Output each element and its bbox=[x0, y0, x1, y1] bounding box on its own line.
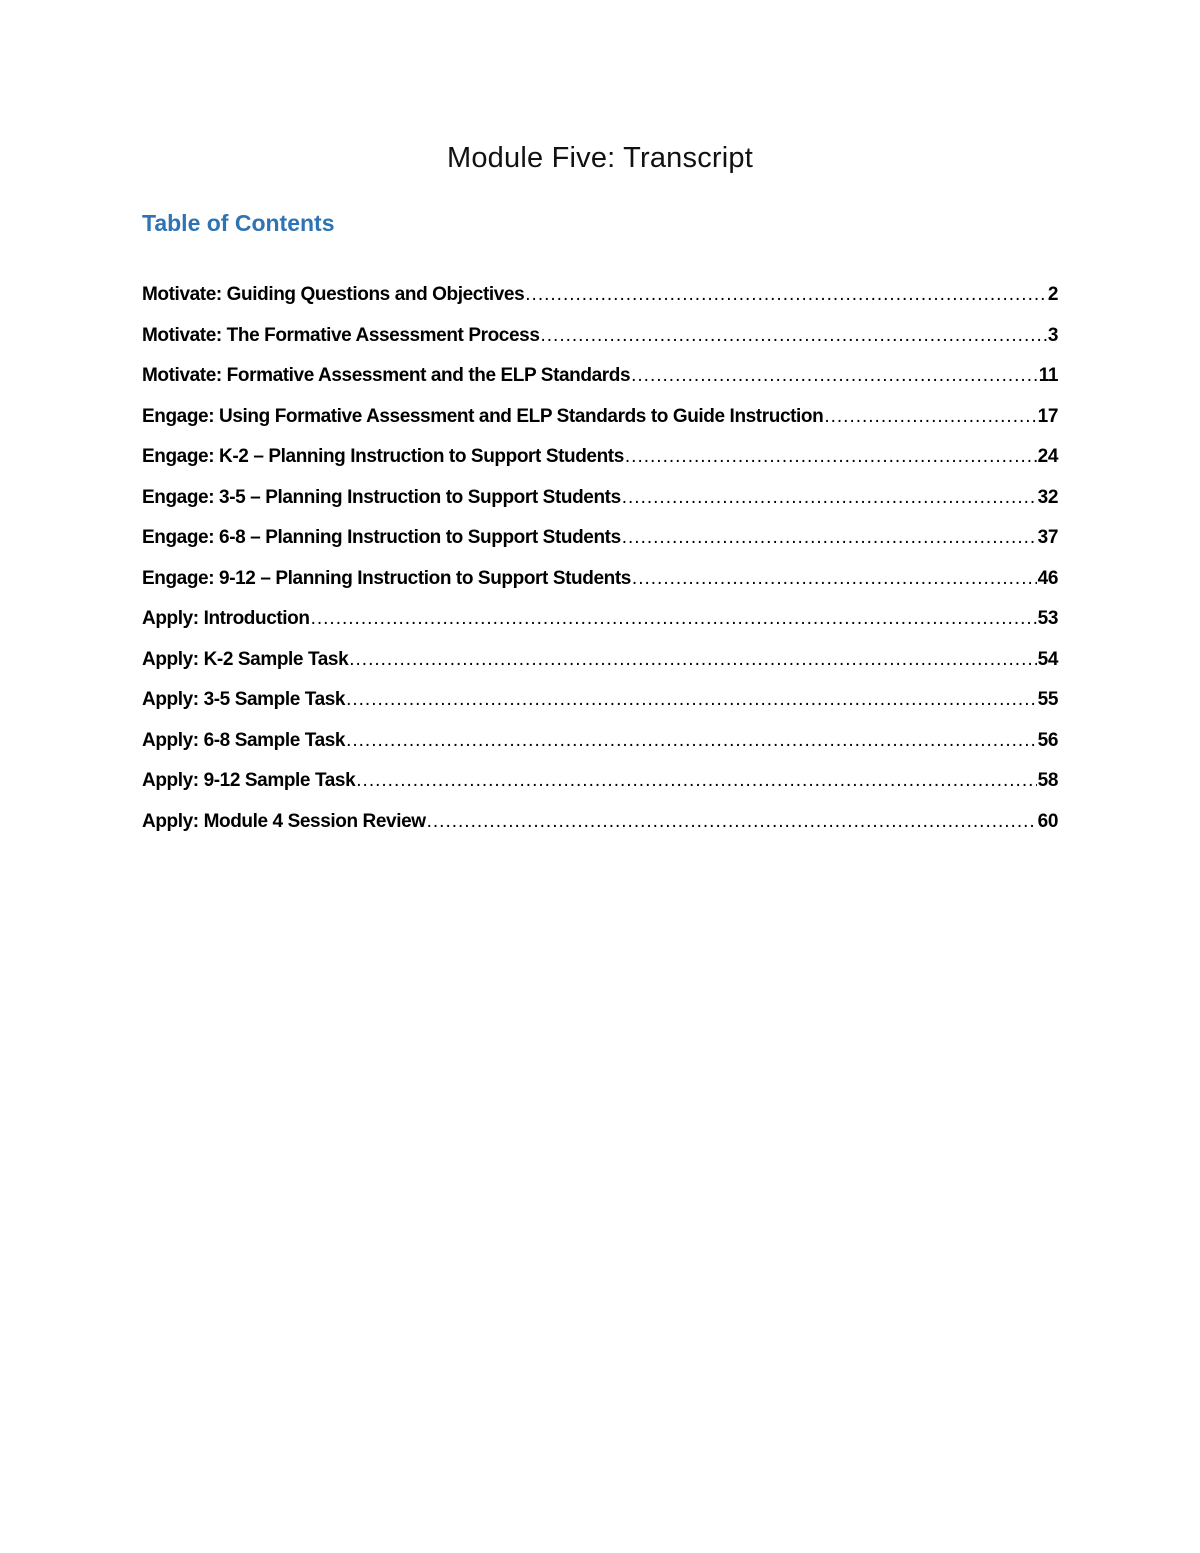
toc-dot-leader bbox=[346, 689, 1037, 711]
toc-entry-page: 53 bbox=[1037, 608, 1058, 629]
toc-entry-page: 3 bbox=[1047, 324, 1058, 346]
toc-dot-leader bbox=[349, 649, 1036, 671]
toc-entry[interactable] bbox=[142, 730, 1058, 771]
toc-entry-page: 37 bbox=[1037, 527, 1058, 548]
toc-entry-page: 46 bbox=[1037, 567, 1058, 589]
toc-entry[interactable] bbox=[142, 406, 1058, 447]
toc-entry-label: Engage: Using Formative Assessment and ELP Standards to Guide Instruction bbox=[142, 405, 824, 427]
toc-dot-leader bbox=[632, 568, 1037, 590]
toc-entry-page: 11 bbox=[1038, 365, 1058, 386]
toc-dot-leader bbox=[427, 811, 1037, 833]
toc-entry-page: 24 bbox=[1037, 446, 1058, 467]
toc-dot-leader bbox=[525, 284, 1047, 306]
toc-entry[interactable] bbox=[142, 527, 1058, 568]
toc-entry-page: 56 bbox=[1037, 729, 1058, 751]
toc-entry-page: 17 bbox=[1037, 405, 1058, 427]
table-of-contents bbox=[142, 284, 1058, 851]
toc-entry[interactable] bbox=[142, 487, 1058, 528]
toc-entry[interactable] bbox=[142, 365, 1058, 406]
toc-entry[interactable] bbox=[142, 689, 1058, 730]
toc-entry[interactable] bbox=[142, 608, 1058, 649]
toc-entry-label: Engage: 3-5 – Planning Instruction to Support Students bbox=[142, 486, 621, 508]
toc-entry-page: 54 bbox=[1037, 648, 1058, 670]
toc-dot-leader bbox=[356, 770, 1036, 792]
toc-entry-label: Motivate: The Formative Assessment Process bbox=[142, 324, 540, 346]
toc-entry[interactable] bbox=[142, 325, 1058, 366]
toc-dot-leader bbox=[311, 608, 1037, 630]
toc-entry-label: Engage: 6-8 – Planning Instruction to Support Students bbox=[142, 527, 621, 548]
toc-entry[interactable] bbox=[142, 770, 1058, 811]
toc-dot-leader bbox=[622, 527, 1037, 549]
toc-entry[interactable] bbox=[142, 811, 1058, 852]
toc-entry-label: Apply: K-2 Sample Task bbox=[142, 648, 349, 670]
toc-entry-label: Apply: 9-12 Sample Task bbox=[142, 770, 356, 791]
toc-dot-leader bbox=[625, 446, 1037, 468]
toc-entry[interactable] bbox=[142, 649, 1058, 690]
toc-entry-page: 32 bbox=[1037, 486, 1058, 508]
toc-entry-page: 55 bbox=[1037, 689, 1058, 710]
toc-entry-label: Apply: Introduction bbox=[142, 608, 310, 629]
toc-heading: Table of Contents bbox=[142, 210, 335, 236]
toc-entry-label: Motivate: Guiding Questions and Objectives bbox=[142, 284, 525, 305]
toc-entry-page: 2 bbox=[1047, 284, 1058, 305]
toc-entry-label: Engage: 9-12 – Planning Instruction to Support Students bbox=[142, 567, 631, 589]
toc-entry[interactable] bbox=[142, 568, 1058, 609]
toc-entry-label: Engage: K-2 – Planning Instruction to Support Students bbox=[142, 446, 624, 467]
toc-dot-leader bbox=[824, 406, 1036, 428]
toc-entry[interactable] bbox=[142, 446, 1058, 487]
toc-entry-label: Motivate: Formative Assessment and the ELP Standards bbox=[142, 365, 631, 386]
toc-entry-page: 58 bbox=[1037, 770, 1058, 791]
toc-dot-leader bbox=[346, 730, 1037, 752]
toc-entry[interactable] bbox=[142, 284, 1058, 325]
toc-entry-label: Apply: 6-8 Sample Task bbox=[142, 729, 346, 751]
toc-entry-label: Apply: Module 4 Session Review bbox=[142, 810, 426, 832]
toc-dot-leader bbox=[631, 365, 1038, 387]
document-title: Module Five: Transcript bbox=[447, 142, 753, 174]
toc-dot-leader bbox=[622, 487, 1037, 509]
toc-entry-page: 60 bbox=[1037, 810, 1058, 832]
toc-dot-leader bbox=[540, 325, 1046, 347]
toc-entry-label: Apply: 3-5 Sample Task bbox=[142, 689, 346, 710]
